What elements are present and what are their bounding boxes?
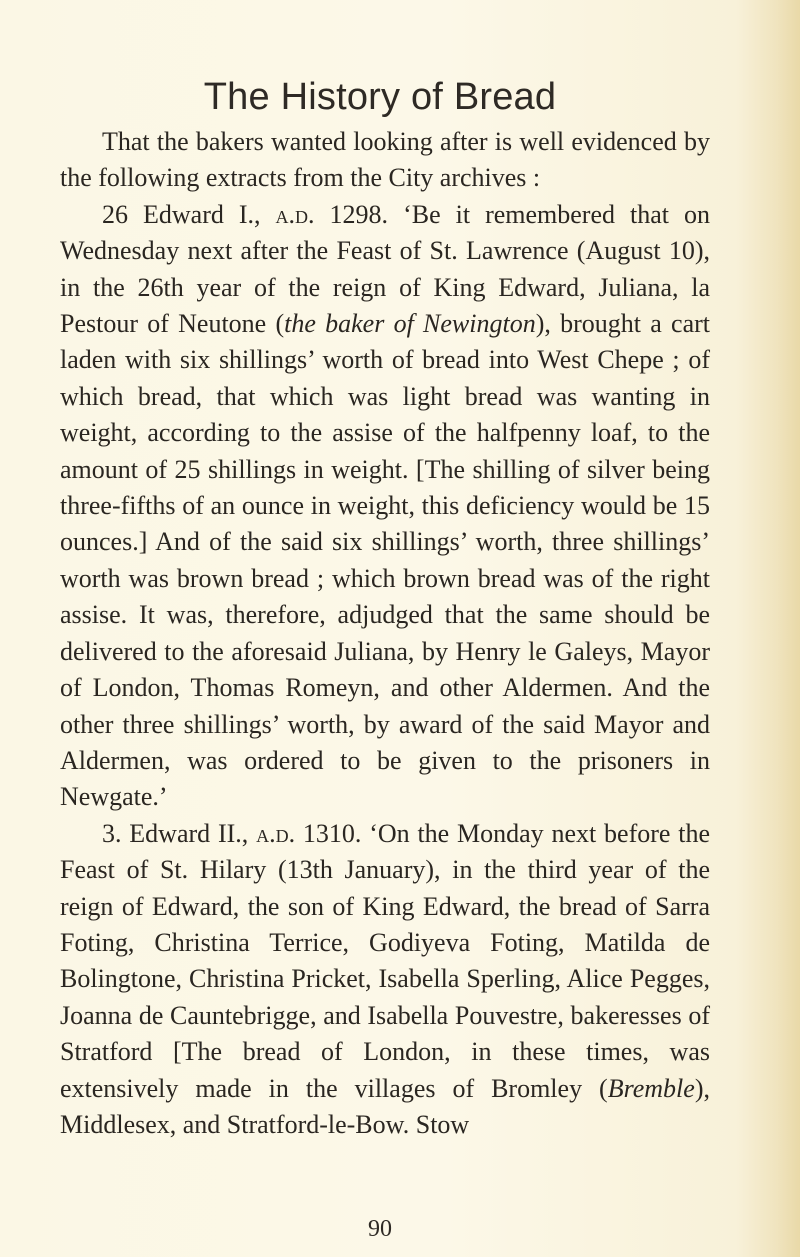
- body-text: [60, 124, 710, 1143]
- gloss-italic: the baker of Newington: [284, 309, 536, 339]
- era-marker: a.d.: [256, 818, 296, 848]
- paragraph-2-text-b: ), brought a cart laden with six shillings’ worth of bread into West Chepe ; of which bread, that which was light bread was wanting in weight, according to the assise of the halfpenny loaf, to the amount of 25 shillings in weight. [The shilling of silver being three-fifths of an ounce in weight, this deficiency would be 15 ounces.] And of the said six shillings’ worth, three shillings’ worth was brown bread ; which brown bread was of the right assise. It was, therefore, adjudged that the same should be delivered to the aforesaid Juliana, by Henry le Galeys, Mayor of London, Thomas Romeyn, and other Aldermen. And the other three shillings’ worth, by award of the said Mayor and Aldermen, was ordered to be given to the prisoners in Newgate.’: [60, 309, 711, 812]
- page-number: 90: [368, 1216, 392, 1242]
- paragraph-2-text-a: 1298. ‘Be it remembered that on Wednesday next after the Feast of St. Lawrence (August 10), in the 26th year of the reign of King Edward, Juliana, la Pestour of Neutone (: [60, 199, 710, 339]
- paragraph-1: That the bakers wanted looking after is well evidenced by the following extracts from the City archives :: [60, 127, 710, 193]
- era-marker: a.d.: [275, 199, 315, 229]
- paragraph-2: [60, 197, 710, 816]
- paragraph-3-text-b: ), Middlesex, and Stratford-le-Bow. Stow: [60, 1073, 710, 1139]
- regnal-date: 26 Edward I.,: [102, 199, 276, 229]
- paragraph-3: [60, 816, 710, 1144]
- regnal-date: 3. Edward II.,: [102, 818, 257, 848]
- paragraph-3-text-a: 1310. ‘On the Monday next before the Feast of St. Hilary (13th January), in the third year of the reign of Edward, the son of King Edward, the bread of Sarra Foting, Christina Terrice, Godiyeva Foting, Matilda de Bolingtone, Christina Pricket, Isabella Sperling, Alice Pegges, Joanna de Cauntebrigge, and Isabella Pouvestre, bakeresses of Stratford [The bread of London, in these times, was extensively made in the villages of Bromley (: [60, 818, 710, 1103]
- running-head: The History of Bread: [203, 76, 557, 118]
- gloss-italic: Bremble: [607, 1073, 695, 1103]
